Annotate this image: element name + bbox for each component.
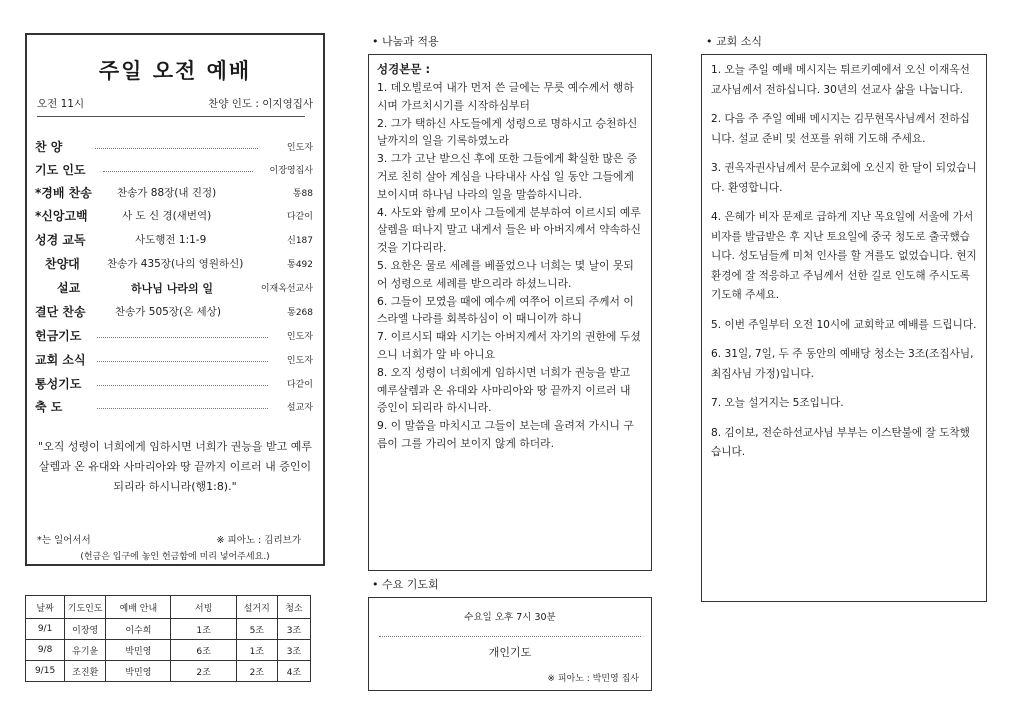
sharing-panel <box>368 54 652 571</box>
order-row-choir <box>35 255 313 273</box>
stand-note: *는 일어서서 <box>37 535 91 546</box>
order-label: 찬 양 <box>35 140 63 154</box>
table-cell: 9/8 <box>26 640 65 661</box>
news-item: 3. 권옥자권사님께서 문수교회에 오신지 한 달이 되었습니다. 환영합니다. <box>711 162 977 194</box>
order-leader: 설교자 <box>286 403 313 413</box>
order-leader: 다같이 <box>286 212 313 222</box>
table-cell: 유기윤 <box>65 640 106 661</box>
pianist-note: ※ 피아노 : 김리브가 <box>216 535 301 546</box>
order-row-praise <box>35 138 313 156</box>
order-label: 성경 교독 <box>35 233 86 247</box>
order-row-prayer <box>35 161 313 179</box>
table-header-row <box>26 596 311 619</box>
column-header: 기도인도 <box>65 596 106 619</box>
order-row-creed <box>35 207 313 225</box>
order-row-responsive-reading <box>35 231 313 249</box>
order-leader: 통88 <box>292 189 313 199</box>
order-row-worship-hymn <box>35 184 313 202</box>
order-leader: 이장영집사 <box>269 166 313 176</box>
column-header: 서빙 <box>171 596 236 619</box>
order-label: 설교 <box>57 281 81 295</box>
order-row-benediction <box>35 398 313 416</box>
prayer-meeting-pianist: ※ 피아노 : 박민영 집사 <box>547 674 639 684</box>
order-row-unison-prayer <box>35 375 313 393</box>
scripture-verse: 7. 이르시되 때와 시기는 아버지께서 자기의 권한에 두셨으니 너희가 알 바 아니요 <box>377 330 641 361</box>
order-label: *경배 찬송 <box>35 186 92 200</box>
order-label: 결단 찬송 <box>35 305 86 319</box>
news-item: 8. 김이보, 전순하선교사님 부부는 이스탄불에 잘 도착했습니다. <box>711 426 970 458</box>
scripture-verse: 9. 이 말씀을 마치시고 그들이 보는데 올려져 가시니 구름이 그를 가리어 보이지 않게 하더라. <box>377 419 634 450</box>
table-cell: 2조 <box>236 661 277 682</box>
table-cell: 5조 <box>236 619 277 640</box>
order-leader: 이재옥선교사 <box>260 284 313 294</box>
prayer-meeting-panel <box>368 597 652 691</box>
worship-order-panel <box>25 33 325 566</box>
order-leader: 인도자 <box>286 356 313 366</box>
table-cell: 9/1 <box>26 619 65 640</box>
dotted-leader <box>97 337 268 338</box>
divider <box>37 116 305 117</box>
worship-title: 주일 오전 예배 <box>98 59 252 83</box>
order-label: 통성기도 <box>35 377 82 391</box>
table-cell: 2조 <box>171 661 236 682</box>
column-header: 날짜 <box>26 596 65 619</box>
table-cell: 이장영 <box>65 619 106 640</box>
news-item: 1. 오늘 주일 예배 메시지는 튀르키예에서 오신 이재옥선교사님께서 전하십니다. 30년의 선교사 삶을 나눕니다. <box>711 64 970 96</box>
order-label: 찬양대 <box>45 257 80 271</box>
order-row-sermon <box>35 279 313 297</box>
order-label: 헌금기도 <box>35 329 82 343</box>
table-cell: 4조 <box>277 661 310 682</box>
news-section-header: • 교회 소식 <box>706 35 762 48</box>
sharing-section-header: • 나눔과 적용 <box>372 35 439 48</box>
table-cell: 3조 <box>277 640 310 661</box>
order-leader: 신187 <box>287 236 313 246</box>
news-item: 5. 이번 주일부터 오전 10시에 교회학교 예배를 드립니다. <box>711 318 977 331</box>
scripture-verse: 1. 데오빌로여 내가 먼저 쓴 글에는 무릇 예수께서 행하시며 가르치시기를 시작하심부터 <box>377 81 634 112</box>
order-label: *신앙고백 <box>35 209 88 223</box>
order-leader: 인도자 <box>286 332 313 342</box>
divider <box>379 636 641 637</box>
order-leader: 인도자 <box>286 143 313 153</box>
order-content: 찬송가 435장(나의 영원하신) <box>107 258 244 270</box>
order-content: 사도행전 1:1-9 <box>135 234 207 246</box>
order-leader: 통268 <box>287 308 313 318</box>
column-header: 설거지 <box>236 596 277 619</box>
table-cell: 3조 <box>277 619 310 640</box>
column-header: 청소 <box>277 596 310 619</box>
table-cell: 박민영 <box>106 640 171 661</box>
scripture-verse: 2. 그가 택하신 사도들에게 성령으로 명하시고 승천하신 날까지의 일을 기록하였노라 <box>377 116 638 148</box>
table-row <box>26 619 311 640</box>
order-content: 찬송가 505장(온 세상) <box>115 306 221 318</box>
order-label: 교회 소식 <box>35 353 86 367</box>
order-row-church-news <box>35 351 313 369</box>
table-cell: 6조 <box>171 640 236 661</box>
news-item: 7. 오늘 설거지는 5조입니다. <box>711 397 844 409</box>
scripture-verse: 6. 그들이 모였을 때에 예수께 여쭈어 이르되 주께서 이스라엘 나라를 회복하심이 이 때니이까 하니 <box>377 294 634 326</box>
order-label: 축 도 <box>35 400 63 414</box>
scripture-verse: 8. 오직 성령이 너희에게 임하시면 너희가 권능을 받고 예루살렘과 온 유대와 사마리아와 땅 끝까지 이르러 내 증인이 되리라 하시니라. <box>377 365 631 415</box>
dotted-leader <box>97 408 268 409</box>
dotted-leader <box>95 148 258 149</box>
scripture-heading: 성경본문 : <box>377 62 431 76</box>
church-news-panel <box>701 54 987 602</box>
news-item: 4. 은혜가 비자 문제로 급하게 지난 목요일에 서울에 가서 비자를 발급받은 후 지난 토요일에 중국 청도로 출국했습니다. 성도님들께 미처 인사를 할 겨를도 없었습니다. 현지 환경에 잘 적응하고 주님께서 선한 길로 인도해 주시도록 기도해 주세요. <box>711 211 977 301</box>
dotted-leader <box>97 361 268 362</box>
table-row <box>26 640 311 661</box>
duty-schedule-table <box>25 595 311 682</box>
worship-time: 오전 11시 <box>37 98 85 110</box>
prayer-meeting-time: 수요일 오후 7시 30분 <box>464 612 556 623</box>
table-row <box>26 661 311 682</box>
table-cell: 9/15 <box>26 661 65 682</box>
offering-note: (헌금은 입구에 놓인 헌금함에 미리 넣어주세요.) <box>80 552 270 562</box>
order-row-decision-hymn <box>35 303 313 321</box>
table-cell: 조진환 <box>65 661 106 682</box>
order-label: 기도 인도 <box>35 163 86 177</box>
order-content: 찬송가 88장(내 진정) <box>117 187 217 199</box>
table-cell: 이수희 <box>106 619 171 640</box>
prayer-meeting-item: 개인기도 <box>488 646 532 659</box>
dotted-leader <box>103 171 253 172</box>
order-content: 사 도 신 경(새번역) <box>122 210 212 222</box>
column-header: 예배 안내 <box>106 596 171 619</box>
praise-leader: 찬양 인도 : 이지영집사 <box>208 98 313 110</box>
prayer-meeting-header: • 수요 기도회 <box>372 578 439 591</box>
order-leader: 통492 <box>287 260 313 270</box>
scripture-verse: 4. 사도와 함께 모이사 그들에게 분부하여 이르시되 예루살렘을 떠나지 말고 내게서 들은 바 아버지께서 약속하신 것을 기다리라. <box>377 205 641 255</box>
sermon-title: 하나님 나라의 일 <box>131 282 214 295</box>
scripture-verse: 3. 그가 고난 받으신 후에 또한 그들에게 확실한 많은 증거로 친히 살아 계심을 나타내사 사십 일 동안 그들에게 보이시며 하나님 나라의 일을 말씀하시니라. <box>377 152 638 201</box>
order-row-offering-prayer <box>35 327 313 345</box>
table-cell: 1조 <box>171 619 236 640</box>
table-cell: 1조 <box>236 640 277 661</box>
scripture-verse: 5. 요한은 물로 세례를 베풀었으나 너희는 몇 날이 못되어 성령으로 세례를 받으리라 하셨느니라. <box>377 258 634 290</box>
key-verse: "오직 성령이 너희에게 임하시면 너희가 권능을 받고 예루살렘과 온 유대와 사마리아와 땅 끝까지 이르러 내 증인이 되리라 하시니라(행1:8)." <box>38 440 312 493</box>
table-cell: 박민영 <box>106 661 171 682</box>
news-item: 2. 다음 주 주일 예배 메시지는 김무현목사님께서 전하십니다. 설교 준비 및 선포를 위해 기도해 주세요. <box>711 113 970 145</box>
order-leader: 다같이 <box>286 380 313 390</box>
news-item: 6. 31일, 7일, 두 주 동안의 예배당 청소는 3조(조집사님, 최집사님 가정)입니다. <box>711 348 974 380</box>
dotted-leader <box>97 385 268 386</box>
